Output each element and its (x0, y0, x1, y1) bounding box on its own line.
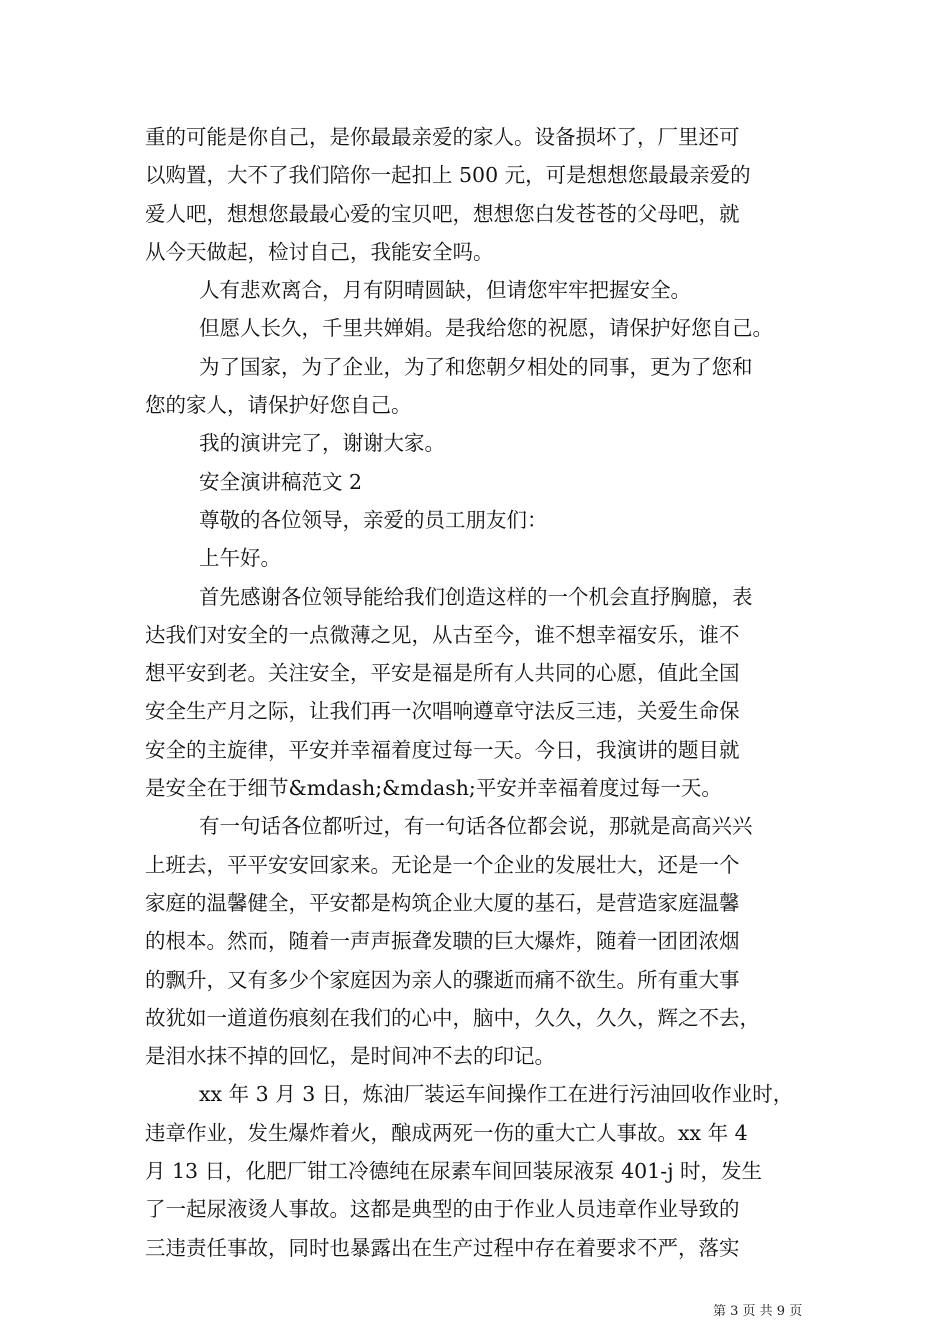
text-line: 我的演讲完了，谢谢大家。 (199, 431, 445, 456)
text-line: 爱人吧，想想您最最心爱的宝贝吧，想想您白发苍苍的父母吧，就 (145, 201, 740, 226)
text-line: 故犹如一道道伤痕刻在我们的心中，脑中，久久，久久，辉之不去， (145, 1005, 760, 1030)
text-line: 您的家人，请保护好您自己。 (145, 393, 412, 418)
text-line: 安全的主旋律，平安并幸福着度过每一天。今日，我演讲的题目就 (145, 737, 740, 762)
text-line: 从今天做起，检讨自己，我能安全吗。 (145, 239, 494, 264)
text-line: 的飘升，又有多少个家庭因为亲人的骤逝而痛不欲生。所有重大事 (145, 967, 740, 992)
text-line: 安全生产月之际，让我们再一次唱响遵章守法反三违，关爱生命保 (145, 699, 740, 724)
section-heading: 安全演讲稿范文 2 (199, 469, 363, 494)
salutation: 尊敬的各位领导，亲爱的员工朋友们： (199, 507, 548, 532)
page-number: 第 3 页 共 9 页 (713, 1304, 803, 1319)
text-line: 人有悲欢离合，月有阴晴圆缺，但请您牢牢把握安全。 (199, 278, 691, 303)
text-line: 想平安到老。关注安全，平安是福是所有人共同的心愿，值此全国 (145, 661, 740, 686)
text-line: 月 13 日，化肥厂钳工冷德纯在尿素车间回装尿液泵 401-j 时，发生 (145, 1159, 763, 1184)
greeting: 上午好。 (199, 546, 281, 571)
text-line: 有一句话各位都听过，有一句话各位都会说，那就是高高兴兴 (199, 814, 753, 839)
text-line: 但愿人长久，千里共婵娟。是我给您的祝愿，请保护好您自己。 (199, 316, 773, 341)
text-line: 为了国家，为了企业，为了和您朝夕相处的同事，更为了您和 (199, 354, 753, 379)
document-body (145, 118, 810, 1267)
text-line: 三违责任事故，同时也暴露出在生产过程中存在着要求不严，落实 (145, 1235, 740, 1260)
text-line: 的根本。然而，随着一声声振聋发聩的巨大爆炸，随着一团团浓烟 (145, 929, 740, 954)
text-line: 达我们对安全的一点微薄之见，从古至今，谁不想幸福安乐，谁不 (145, 622, 740, 647)
text-line: 是泪水抹不掉的回忆，是时间冲不去的印记。 (145, 1044, 555, 1069)
text-line: 重的可能是你自己，是你最最亲爱的家人。设备损坏了，厂里还可 (145, 125, 740, 149)
text-line: 上班去，平平安安回家来。无论是一个企业的发展壮大，还是一个 (145, 852, 740, 877)
text-line: 家庭的温馨健全，平安都是构筑企业大厦的基石，是营造家庭温馨 (145, 890, 740, 915)
text-line: 以购置，大不了我们陪你一起扣上 500 元，可是想想您最最亲爱的 (145, 163, 751, 188)
text-line: 了一起尿液烫人事故。这都是典型的由于作业人员违章作业导致的 (145, 1197, 740, 1222)
text-line: xx 年 3 月 3 日，炼油厂装运车间操作工在进行污油回收作业时， (199, 1082, 794, 1107)
text-line: 是安全在于细节&mdash;&mdash;平安并幸福着度过每一天。 (145, 776, 722, 801)
text-line: 违章作业，发生爆炸着火，酿成两死一伤的重大亡人事故。xx 年 4 (145, 1120, 748, 1145)
text-line: 首先感谢各位领导能给我们创造这样的一个机会直抒胸臆，表 (199, 584, 753, 609)
